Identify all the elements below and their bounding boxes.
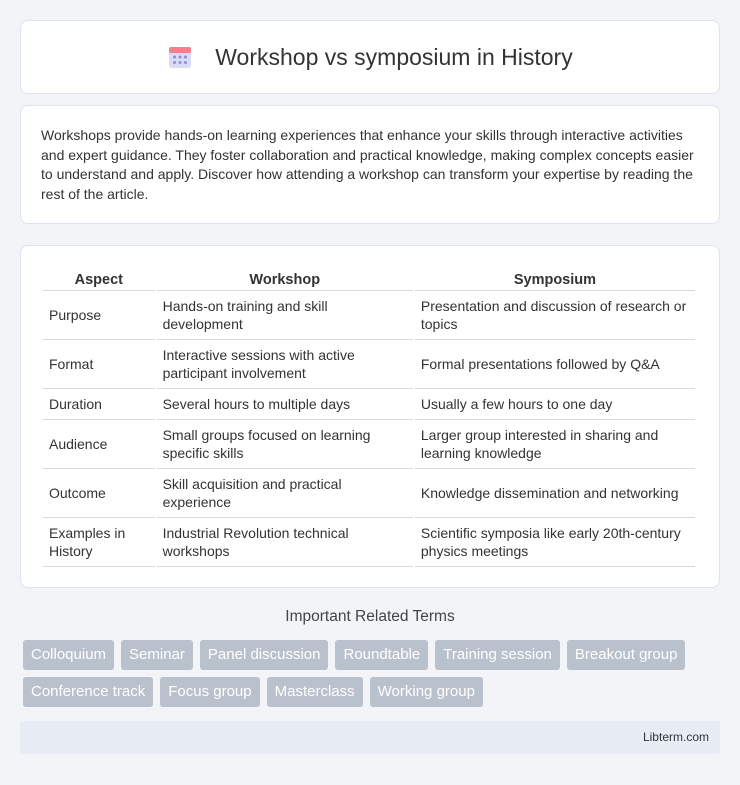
tag-row [23,640,723,670]
intro-text: Workshops provide hands-on learning experiences that enhance your skills through interactive activities and expert guidance. They foster collaboration and practical knowledge, making complex concepts easier to understand and apply. Discover how attending a workshop can transform your expertise by reading the rest of the article. [41,127,694,202]
cell-aspect: Purpose [43,291,155,340]
cell-workshop: Hands-on training and skill development [157,291,413,340]
table-row [43,291,695,340]
footer [20,721,720,754]
cell-aspect: Duration [43,389,155,420]
cell-aspect: Audience [43,420,155,469]
tag-conference-track[interactable]: Conference track [23,677,153,707]
cell-aspect: Examples in History [43,518,155,567]
tag-breakout-group[interactable]: Breakout group [567,640,686,670]
cell-workshop: Industrial Revolution technical workshops [157,518,413,567]
title-card [20,20,720,94]
cell-workshop: Small groups focused on learning specific skills [157,420,413,469]
table-row [43,340,695,389]
table-row [43,389,695,420]
cell-symposium: Knowledge dissemination and networking [415,469,695,518]
tag-colloquium[interactable]: Colloquium [23,640,114,670]
tag-masterclass[interactable]: Masterclass [267,677,363,707]
cell-aspect: Format [43,340,155,389]
calendar-icon [167,44,193,70]
comparison-table [41,266,697,567]
cell-symposium: Larger group interested in sharing and learning knowledge [415,420,695,469]
related-terms-title: Important Related Terms [285,608,455,625]
header-workshop: Workshop [157,266,413,291]
cell-symposium: Scientific symposia like early 20th-century physics meetings [415,518,695,567]
table-row [43,469,695,518]
tag-panel-discussion[interactable]: Panel discussion [200,640,329,670]
footer-site-link[interactable]: Libterm.com [642,730,709,744]
tag-roundtable[interactable]: Roundtable [335,640,428,670]
table-header-row [43,266,695,291]
cell-aspect: Outcome [43,469,155,518]
table-row [43,518,695,567]
cell-symposium: Usually a few hours to one day [415,389,695,420]
related-terms-list [23,640,723,714]
cell-symposium: Presentation and discussion of research or topics [415,291,695,340]
tag-row [23,677,723,707]
header-aspect: Aspect [43,266,155,291]
comparison-card [20,245,720,588]
tag-seminar[interactable]: Seminar [121,640,193,670]
cell-workshop: Interactive sessions with active participant involvement [157,340,413,389]
tag-training-session[interactable]: Training session [435,640,560,670]
tag-focus-group[interactable]: Focus group [160,677,259,707]
cell-workshop: Skill acquisition and practical experience [157,469,413,518]
intro-card [20,105,720,224]
header-symposium: Symposium [415,266,695,291]
page-title: Workshop vs symposium in History [215,43,573,70]
cell-symposium: Formal presentations followed by Q&A [415,340,695,389]
tag-working-group[interactable]: Working group [370,677,483,707]
table-row [43,420,695,469]
cell-workshop: Several hours to multiple days [157,389,413,420]
